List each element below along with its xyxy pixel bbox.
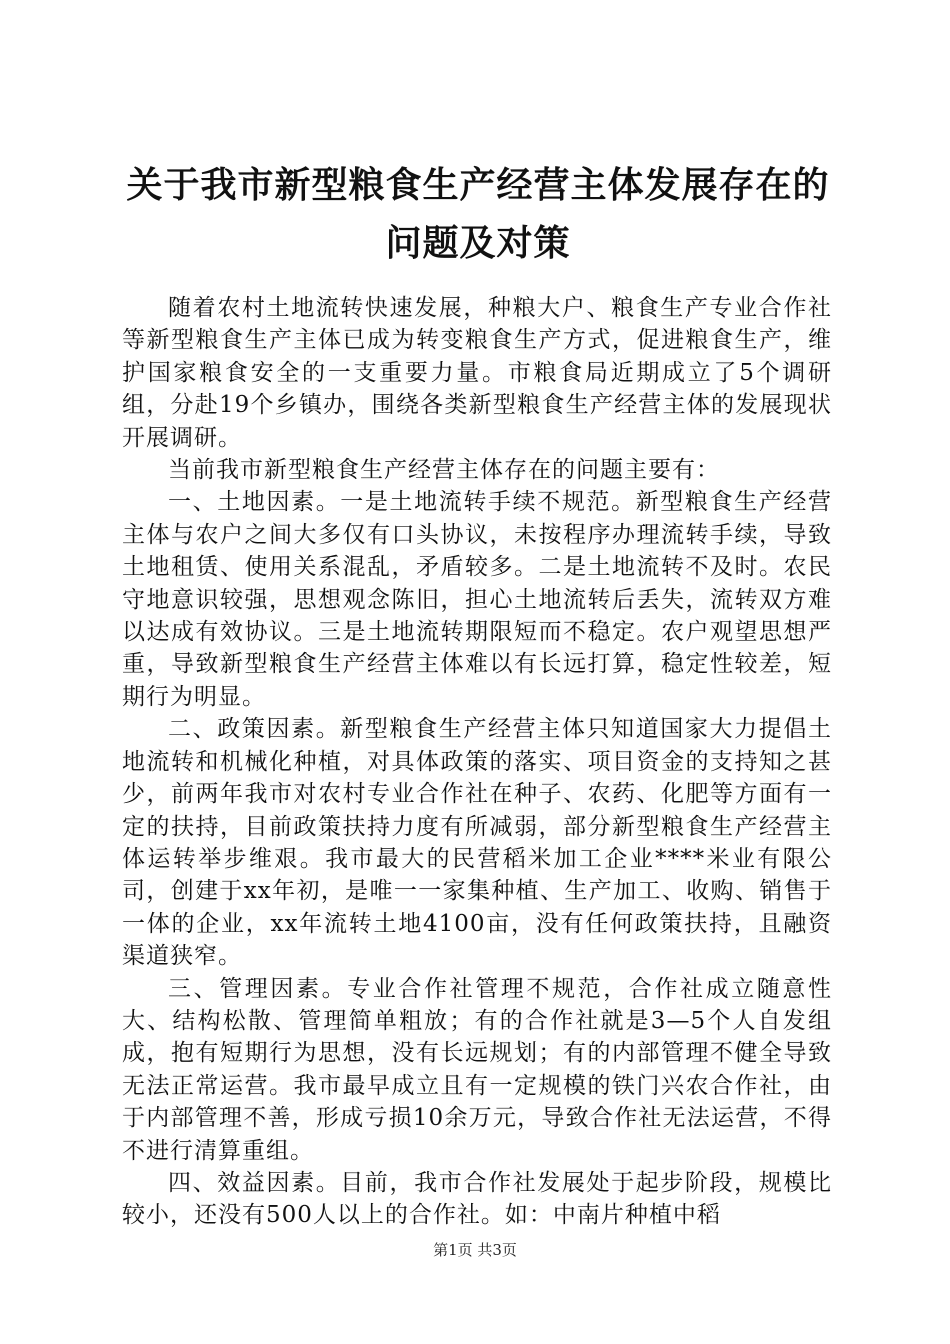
paragraph-problems-lead: 当前我市新型粮食生产经营主体存在的问题主要有： <box>168 457 720 484</box>
paragraph-policy-factor: 二、政策因素。新型粮食生产经营主体只知道国家大力提倡土地流转和机械化种植，对具体政策的落实、项目资金的支持知之甚少，前两年我市对农村专业合作社在种子、农药、化肥等方面有一定的扶持，目前政策扶持力度有所减弱，部分新型粮食生产经营主体运转举步维艰。我市最大的民营稻米加工企业****米业有限公司，创建于xx年初，是唯一一家集种植、生产加工、收购、销售于一体的企业，xx年流转土地4100亩，没有任何政策扶持，且融资渠道狭窄。 <box>122 716 832 970</box>
paragraph-land-factor: 一、土地因素。一是土地流转手续不规范。新型粮食生产经营主体与农户之间大多仅有口头协议，未按程序办理流转手续，导致土地租赁、使用关系混乱，矛盾较多。二是土地流转不及时。农民守地意识较强，思想观念陈旧，担心土地流转后丢失，流转双方难以达成有效协议。三是土地流转期限短而不稳定。农户观望思想严重，导致新型粮食生产经营主体难以有长远打算，稳定性较差，短期行为明显。 <box>122 489 832 710</box>
page-footer: 第1页 共3页 <box>433 1241 517 1259</box>
paragraph-intro: 随着农村土地流转快速发展，种粮大户、粮食生产专业合作社等新型粮食生产主体已成为转变粮食生产方式，促进粮食生产，维护国家粮食安全的一支重要力量。市粮食局近期成立了5个调研组，分赴19个乡镇办，围绕各类新型粮食生产经营主体的发展现状开展调研。 <box>122 295 832 451</box>
document-title: 关于我市新型粮食生产经营主体发展存在的问题及对策 <box>126 165 830 264</box>
document-body <box>122 292 832 1232</box>
paragraph-management-factor: 三、管理因素。专业合作社管理不规范，合作社成立随意性大、结构松散、管理简单粗放；有的合作社就是3—5个人自发组成，抱有短期行为思想，没有长远规划；有的内部管理不健全导致无法正常运营。我市最早成立且有一定规模的铁门兴农合作社，由于内部管理不善，形成亏损10余万元，导致合作社无法运营，不得不进行清算重组。 <box>122 975 832 1164</box>
paragraph-benefit-factor: 四、效益因素。目前，我市合作社发展处于起步阶段，规模比较小，还没有500人以上的合作社。如：中南片种植中稻 <box>122 1169 832 1229</box>
